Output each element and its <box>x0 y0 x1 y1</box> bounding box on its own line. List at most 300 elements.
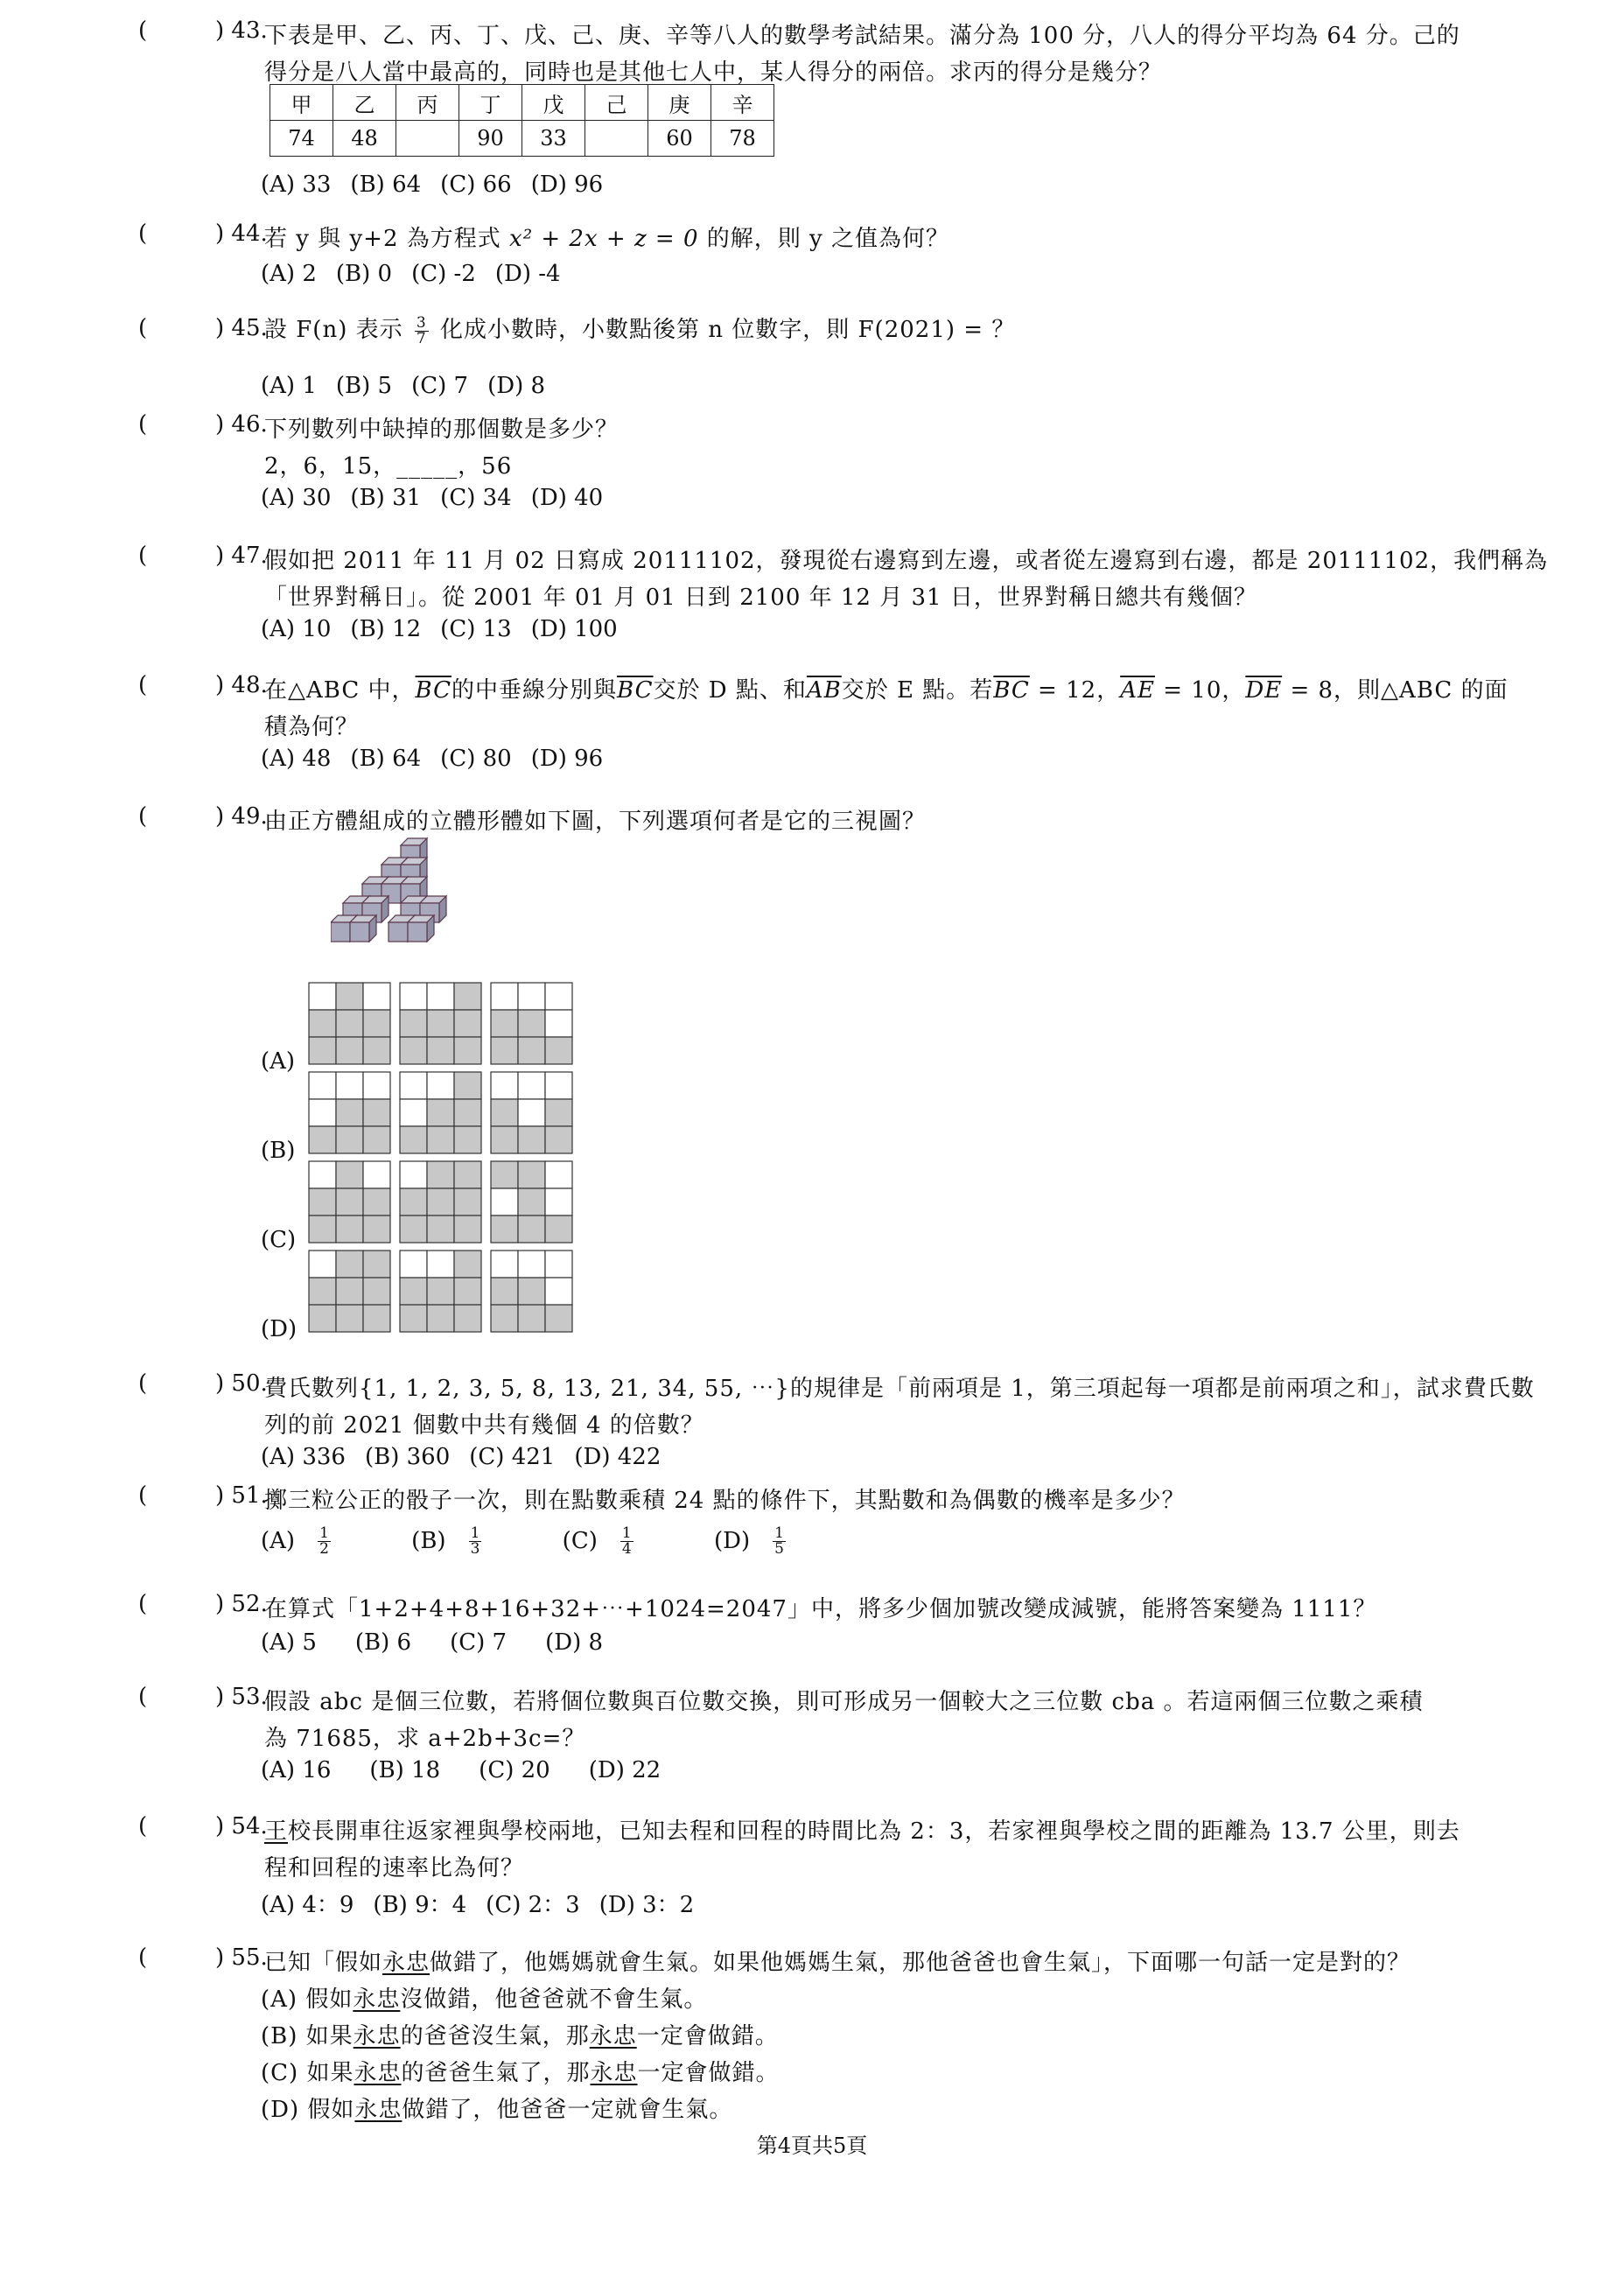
table-header: 庚 <box>648 85 711 121</box>
options <box>261 1757 680 1783</box>
view-cell <box>427 1037 454 1064</box>
question-text <box>264 1813 1460 1846</box>
question-text: 下列數列中缺掉的那個數是多少？ <box>264 417 620 443</box>
options <box>261 373 564 399</box>
text-part: = 8，則△ABC 的面 <box>1282 677 1508 704</box>
view-grid <box>308 1250 391 1333</box>
view-cell <box>400 1099 427 1126</box>
view-cell <box>363 1305 390 1332</box>
question-number: ) 49. <box>215 803 268 830</box>
view-cell <box>309 1099 336 1126</box>
text-part: 在△ABC 中， <box>264 677 416 704</box>
question-text: 擲三粒公正的骰子一次，則在點數乘積 24 點的條件下，其點數和為偶數的機率是多少？ <box>264 1488 1186 1514</box>
view-cell <box>545 1305 572 1332</box>
option-a: (A) 5 <box>261 1629 317 1656</box>
view-cell <box>545 1126 572 1153</box>
view-cell <box>336 1099 363 1126</box>
numerator: 3 <box>416 313 427 332</box>
view-cell <box>454 1188 481 1216</box>
options <box>261 1887 713 1919</box>
segment-bc: $\overline{BC}$ <box>415 677 452 704</box>
person-name: 王 <box>264 1818 289 1845</box>
question-text: 由正方體組成的立體形體如下圖，下列選項何者是它的三視圖？ <box>264 809 927 835</box>
segment-ae: $\overline{AE}$ <box>1120 677 1155 704</box>
option-c: (C) -2 <box>411 261 476 287</box>
text-part: = 12， <box>1029 677 1121 704</box>
text-part: 做錯了，他媽媽就會生氣。如果他媽媽生氣，那他爸爸也會生氣」，下面哪一句話一定是對的？ <box>430 1950 1411 1976</box>
view-cell <box>363 983 390 1010</box>
question-text <box>264 312 1015 347</box>
text-part: (D) 假如 <box>261 2097 355 2123</box>
numerator: 1 <box>621 1524 632 1542</box>
view-cell <box>309 1072 336 1099</box>
table-cell: 78 <box>711 121 774 157</box>
question-number: ) 50. <box>215 1370 268 1397</box>
question-text: 「世界對稱日」。從 2001 年 01 月 01 日到 2100 年 12 月 31 日，世界對稱日總共有幾個？ <box>264 585 1257 611</box>
view-cell <box>491 1251 518 1278</box>
option-b: (B) 18 <box>369 1757 441 1783</box>
table-header: 戊 <box>522 85 585 121</box>
question-text: 程和回程的速率比為何？ <box>264 1855 525 1881</box>
cube-figure <box>331 837 462 968</box>
person-name: 永忠 <box>353 1986 401 2013</box>
question-number: ) 46. <box>215 411 268 438</box>
view-cell <box>363 1072 390 1099</box>
view-cell <box>363 1161 390 1188</box>
question-number: ) 47. <box>215 543 268 569</box>
view-cell <box>427 1099 454 1126</box>
fraction <box>415 313 429 347</box>
view-cell <box>363 1010 390 1037</box>
view-cell <box>336 1126 363 1153</box>
view-cell <box>427 1126 454 1153</box>
view-cell <box>454 1251 481 1278</box>
view-cell <box>454 1305 481 1332</box>
table-cell <box>396 121 459 157</box>
sequence: 2，6，15，_____，56 <box>264 453 513 480</box>
view-cell <box>545 1072 572 1099</box>
view-cell <box>400 1188 427 1216</box>
question-text: 假如把 2011 年 11 月 02 日寫成 20111102，發現從右邊寫到左邊，或者從左邊寫到右邊，都是 20111102，我們稱為 <box>264 548 1549 574</box>
view-cell <box>336 1188 363 1216</box>
view-cell <box>545 1251 572 1278</box>
answer-paren[interactable]: ( <box>138 315 148 341</box>
fraction <box>469 1526 501 1557</box>
view-cell <box>427 1216 454 1243</box>
question-number: ) 54. <box>215 1813 268 1839</box>
view-cell <box>518 1251 545 1278</box>
option-c <box>562 1524 672 1558</box>
view-cell <box>363 1126 390 1153</box>
view-cell <box>400 1126 427 1153</box>
question-text: 得分是八人當中最高的，同時也是其他七人中，某人得分的兩倍。求丙的得分是幾分？ <box>264 60 1163 86</box>
answer-paren[interactable]: ( <box>138 1370 148 1397</box>
text-part: 化成小數時，小數點後第 n 位數字，則 F(2021) = ？ <box>431 317 1016 343</box>
option-a: (A) 336 <box>261 1444 346 1470</box>
option-d: (D) 8 <box>545 1629 604 1656</box>
segment-bc: $\overline{BC}$ <box>617 677 654 704</box>
view-cell <box>309 1305 336 1332</box>
answer-paren[interactable]: ( <box>138 803 148 830</box>
view-cell <box>491 1126 518 1153</box>
denominator: 7 <box>416 329 427 347</box>
options <box>261 1526 844 1557</box>
table-cell: 74 <box>270 121 333 157</box>
option-b: (B) 64 <box>350 746 422 772</box>
option-c: (C) 13 <box>440 616 512 642</box>
view-cell <box>545 1278 572 1305</box>
option-label: (B) <box>411 1527 446 1554</box>
view-grid <box>308 1160 391 1244</box>
view-grid <box>490 1071 573 1154</box>
view-grid <box>399 1160 482 1244</box>
view-option-label: (A) <box>261 1048 296 1075</box>
view-cell <box>400 1305 427 1332</box>
text-part: 做錯了，他爸爸一定就會生氣。 <box>402 2097 733 2123</box>
view-cell <box>518 1216 545 1243</box>
view-cell <box>454 1099 481 1126</box>
view-cell <box>491 1216 518 1243</box>
person-name: 永忠 <box>589 2023 637 2049</box>
view-cell <box>545 1161 572 1188</box>
view-cell <box>454 983 481 1010</box>
question-number: ) 51. <box>215 1482 268 1509</box>
view-cell <box>336 1305 363 1332</box>
view-grid <box>490 1250 573 1333</box>
view-cell <box>309 1161 336 1188</box>
view-cell <box>518 1278 545 1305</box>
table-header: 丙 <box>396 85 459 121</box>
text-part: 交於 D 點、和 <box>653 677 807 704</box>
answer-paren[interactable]: ( <box>138 1813 148 1839</box>
fraction <box>773 1526 805 1557</box>
table-cell: 90 <box>459 121 522 157</box>
view-cell <box>336 1278 363 1305</box>
view-cell <box>427 1010 454 1037</box>
table-cell <box>585 121 648 157</box>
answer-paren[interactable]: ( <box>138 543 148 569</box>
text-part: 的中垂線分別與 <box>452 677 618 704</box>
person-name: 永忠 <box>353 2023 401 2049</box>
view-grid <box>399 1250 482 1333</box>
equation: x² + 2x + z = 0 <box>509 226 699 252</box>
text-part: (B) 如果 <box>261 2023 354 2049</box>
view-cell <box>427 1278 454 1305</box>
text-part: 交於 E 點。若 <box>841 677 994 704</box>
page-footer: 第4頁共5頁 <box>756 2133 868 2158</box>
question-text <box>264 221 949 253</box>
view-cell <box>518 1072 545 1099</box>
view-option-label: (D) <box>261 1316 298 1342</box>
question-number: ) 45. <box>215 315 268 341</box>
option-d <box>261 2091 732 2124</box>
table-cell: 60 <box>648 121 711 157</box>
view-cell <box>363 1037 390 1064</box>
text-part: 的爸爸沒生氣，那 <box>400 2023 590 2049</box>
options <box>261 1444 680 1470</box>
view-grid <box>490 1160 573 1244</box>
view-cell <box>454 1126 481 1153</box>
view-cell <box>363 1278 390 1305</box>
answer-paren[interactable]: ( <box>138 1684 148 1710</box>
answer-paren[interactable]: ( <box>138 672 148 698</box>
option-c: (C) 7 <box>450 1629 508 1656</box>
text-part: = 10， <box>1154 677 1246 704</box>
view-cell <box>518 1126 545 1153</box>
view-cell <box>400 983 427 1010</box>
text-part: 已知「假如 <box>264 1950 383 1976</box>
person-name: 永忠 <box>354 2060 402 2086</box>
table-header: 丁 <box>459 85 522 121</box>
option-c: (C) 20 <box>479 1757 550 1783</box>
table-header: 己 <box>585 85 648 121</box>
view-cell <box>363 1251 390 1278</box>
view-cell <box>336 1072 363 1099</box>
table-cell: 33 <box>522 121 585 157</box>
text-part: (A) 假如 <box>261 1986 354 2013</box>
view-cell <box>309 1188 336 1216</box>
option-a: (A) 16 <box>261 1757 332 1783</box>
option-d: (D) 96 <box>530 172 604 198</box>
option-c: (C) 66 <box>440 172 512 198</box>
option-b <box>261 2018 779 2050</box>
option-a: (A) 33 <box>261 172 332 198</box>
option-b: (B) 31 <box>350 485 422 511</box>
answer-paren[interactable]: ( <box>138 1944 148 1971</box>
view-cell <box>336 1216 363 1243</box>
view-cell <box>363 1188 390 1216</box>
question-text: 費氏數列{1, 1, 2, 3, 5, 8, 13, 21, 34, 55, ⋯}的規律是「前兩項是 1，第三項起每一項都是前兩項之和」，試求費氏數 <box>264 1376 1535 1402</box>
question-text: 積為何？ <box>264 714 360 740</box>
segment-de: $\overline{DE}$ <box>1245 677 1283 704</box>
view-grid <box>490 982 573 1065</box>
view-cell <box>491 1305 518 1332</box>
view-cell <box>454 1278 481 1305</box>
option-a: (A) 48 <box>261 746 332 772</box>
view-cell <box>400 1010 427 1037</box>
option-b: (B) 0 <box>335 261 393 287</box>
option-a: (A) 1 <box>261 373 317 399</box>
option-a <box>261 1981 707 2014</box>
question-text: 列的前 2021 個數中共有幾個 4 的倍數？ <box>264 1412 704 1439</box>
text-part: 設 F(n) 表示 <box>264 317 411 343</box>
question-number: ) 52. <box>215 1591 268 1617</box>
denominator: 4 <box>621 1540 632 1558</box>
option-a <box>261 1524 369 1558</box>
options <box>261 746 622 772</box>
view-cell <box>363 1216 390 1243</box>
view-cell <box>545 1216 572 1243</box>
question-text: 假設 abc 是個三位數，若將個位數與百位數交換，則可形成另一個較大之三位數 cba 。若這兩個三位數之乘積 <box>264 1689 1424 1715</box>
view-cell <box>427 1072 454 1099</box>
option-a: (A) 30 <box>261 485 332 511</box>
option-d: (D) 100 <box>530 616 618 642</box>
question-text: 下表是甲、乙、丙、丁、戊、己、庚、辛等八人的數學考試結果。滿分為 100 分，八人的得分平均為 64 分。己的 <box>264 23 1460 49</box>
options <box>261 616 637 642</box>
text-part: 校長開車往返家裡與學校兩地，已知去程和回程的時間比為 2：3，若家裡與學校之間的距離為 13.7 公里，則去 <box>288 1818 1460 1845</box>
option-d: (D) -4 <box>494 261 561 287</box>
view-grid <box>399 1071 482 1154</box>
option-d: (D) 8 <box>487 373 546 399</box>
option-c: (C) 7 <box>411 373 469 399</box>
option-c: (C) 421 <box>469 1444 556 1470</box>
view-cell <box>518 1188 545 1216</box>
view-cell <box>309 983 336 1010</box>
table-header: 辛 <box>711 85 774 121</box>
view-cell <box>454 1072 481 1099</box>
options <box>261 485 622 511</box>
option-label: (C) <box>562 1527 598 1554</box>
view-cell <box>491 1278 518 1305</box>
view-cell <box>491 1072 518 1099</box>
numerator: 1 <box>319 1524 329 1542</box>
view-cell <box>309 1037 336 1064</box>
view-cell <box>400 1072 427 1099</box>
question-text: 為 71685，求 a+2b+3c=？ <box>264 1726 586 1752</box>
view-cell <box>518 983 545 1010</box>
option-d <box>713 1524 824 1558</box>
view-cell <box>491 1099 518 1126</box>
view-cell <box>309 1126 336 1153</box>
view-cell <box>545 1188 572 1216</box>
option-a: (A) 10 <box>261 616 332 642</box>
view-cell <box>336 1161 363 1188</box>
view-cell <box>491 1161 518 1188</box>
option-c: (C) 34 <box>440 485 512 511</box>
question-number: ) 44. <box>215 221 268 247</box>
answer-paren[interactable]: ( <box>138 1591 148 1617</box>
view-cell <box>518 1161 545 1188</box>
option-b: (B) 360 <box>364 1444 451 1470</box>
view-cell <box>309 1010 336 1037</box>
answer-paren[interactable]: ( <box>138 411 148 438</box>
view-cell <box>427 1305 454 1332</box>
view-cell <box>309 1251 336 1278</box>
view-cell <box>518 1037 545 1064</box>
view-cell <box>336 1037 363 1064</box>
question-text <box>264 1944 1410 1977</box>
view-cell <box>427 983 454 1010</box>
answer-paren[interactable]: ( <box>138 18 148 44</box>
fraction <box>620 1526 653 1557</box>
numerator: 1 <box>774 1524 784 1542</box>
option-d: (D) 3：2 <box>598 1892 695 1918</box>
person-name: 永忠 <box>354 2097 402 2123</box>
option-c: (C) 2：3 <box>486 1892 580 1918</box>
segment-bc: $\overline{BC}$ <box>993 677 1030 704</box>
view-option-label: (C) <box>261 1227 297 1253</box>
option-b: (B) 9：4 <box>373 1892 467 1918</box>
option-d: (D) 40 <box>530 485 604 511</box>
view-cell <box>545 1099 572 1126</box>
view-cell <box>427 1161 454 1188</box>
person-name: 永忠 <box>382 1950 430 1976</box>
option-d: (D) 22 <box>588 1757 662 1783</box>
view-cell <box>545 983 572 1010</box>
view-cell <box>491 1037 518 1064</box>
view-cell <box>400 1216 427 1243</box>
options <box>261 1629 622 1656</box>
view-cell <box>518 1099 545 1126</box>
option-b: (B) 6 <box>354 1629 412 1656</box>
view-cell <box>400 1278 427 1305</box>
view-cell <box>518 1305 545 1332</box>
option-c: (C) 80 <box>440 746 512 772</box>
view-cell <box>400 1251 427 1278</box>
view-cell <box>491 1188 518 1216</box>
denominator: 3 <box>470 1540 480 1558</box>
text-part: 沒做錯，他爸爸就不會生氣。 <box>400 1986 708 2013</box>
view-cell <box>454 1037 481 1064</box>
text-part: 一定會做錯。 <box>636 2023 779 2049</box>
view-cell <box>363 1099 390 1126</box>
person-name: 永忠 <box>590 2060 638 2086</box>
option-c <box>261 2055 780 2087</box>
view-cell <box>454 1216 481 1243</box>
text-part: 若 y 與 y+2 為方程式 <box>264 226 510 252</box>
option-label: (D) <box>713 1527 751 1554</box>
answer-paren[interactable]: ( <box>138 1482 148 1509</box>
view-option-label: (B) <box>261 1138 296 1164</box>
view-cell <box>491 983 518 1010</box>
view-cell <box>545 1037 572 1064</box>
text-part: 的爸爸生氣了，那 <box>401 2060 591 2086</box>
options <box>261 172 622 198</box>
view-grid <box>308 1071 391 1154</box>
question-number: ) 55. <box>215 1944 268 1971</box>
answer-paren[interactable]: ( <box>138 221 148 247</box>
view-cell <box>545 1010 572 1037</box>
option-b <box>411 1524 520 1558</box>
option-b: (B) 5 <box>335 373 393 399</box>
view-cell <box>336 1010 363 1037</box>
question-number: ) 48. <box>215 672 268 698</box>
view-cell <box>518 1010 545 1037</box>
option-a: (A) 2 <box>261 261 317 287</box>
option-b: (B) 64 <box>350 172 422 198</box>
numerator: 1 <box>470 1524 480 1542</box>
view-cell <box>400 1037 427 1064</box>
view-cell <box>336 983 363 1010</box>
option-label: (A) <box>261 1527 296 1554</box>
view-cell <box>454 1010 481 1037</box>
view-grid <box>399 982 482 1065</box>
view-cell <box>427 1188 454 1216</box>
denominator: 2 <box>319 1540 329 1558</box>
view-grid <box>308 982 391 1065</box>
segment-ab: $\overline{AB}$ <box>806 677 842 704</box>
score-table <box>270 84 774 157</box>
option-a: (A) 4：9 <box>261 1892 354 1918</box>
question-text <box>264 672 1508 704</box>
table-cell: 48 <box>333 121 396 157</box>
option-d: (D) 422 <box>574 1444 662 1470</box>
view-cell <box>427 1251 454 1278</box>
question-number: ) 43. <box>215 18 268 44</box>
view-cell <box>309 1278 336 1305</box>
table-header: 乙 <box>333 85 396 121</box>
text-part: 一定會做錯。 <box>637 2060 780 2086</box>
denominator: 5 <box>774 1540 784 1558</box>
options <box>261 261 580 287</box>
option-b: (B) 12 <box>350 616 422 642</box>
question-text: 在算式「1+2+4+8+16+32+⋯+1024=2047」中，將多少個加號改變成減號，能將答案變為 1111？ <box>264 1596 1377 1622</box>
question-number: ) 53. <box>215 1684 268 1710</box>
view-cell <box>454 1161 481 1188</box>
view-cell <box>336 1251 363 1278</box>
option-d: (D) 96 <box>530 746 604 772</box>
view-cell <box>491 1010 518 1037</box>
